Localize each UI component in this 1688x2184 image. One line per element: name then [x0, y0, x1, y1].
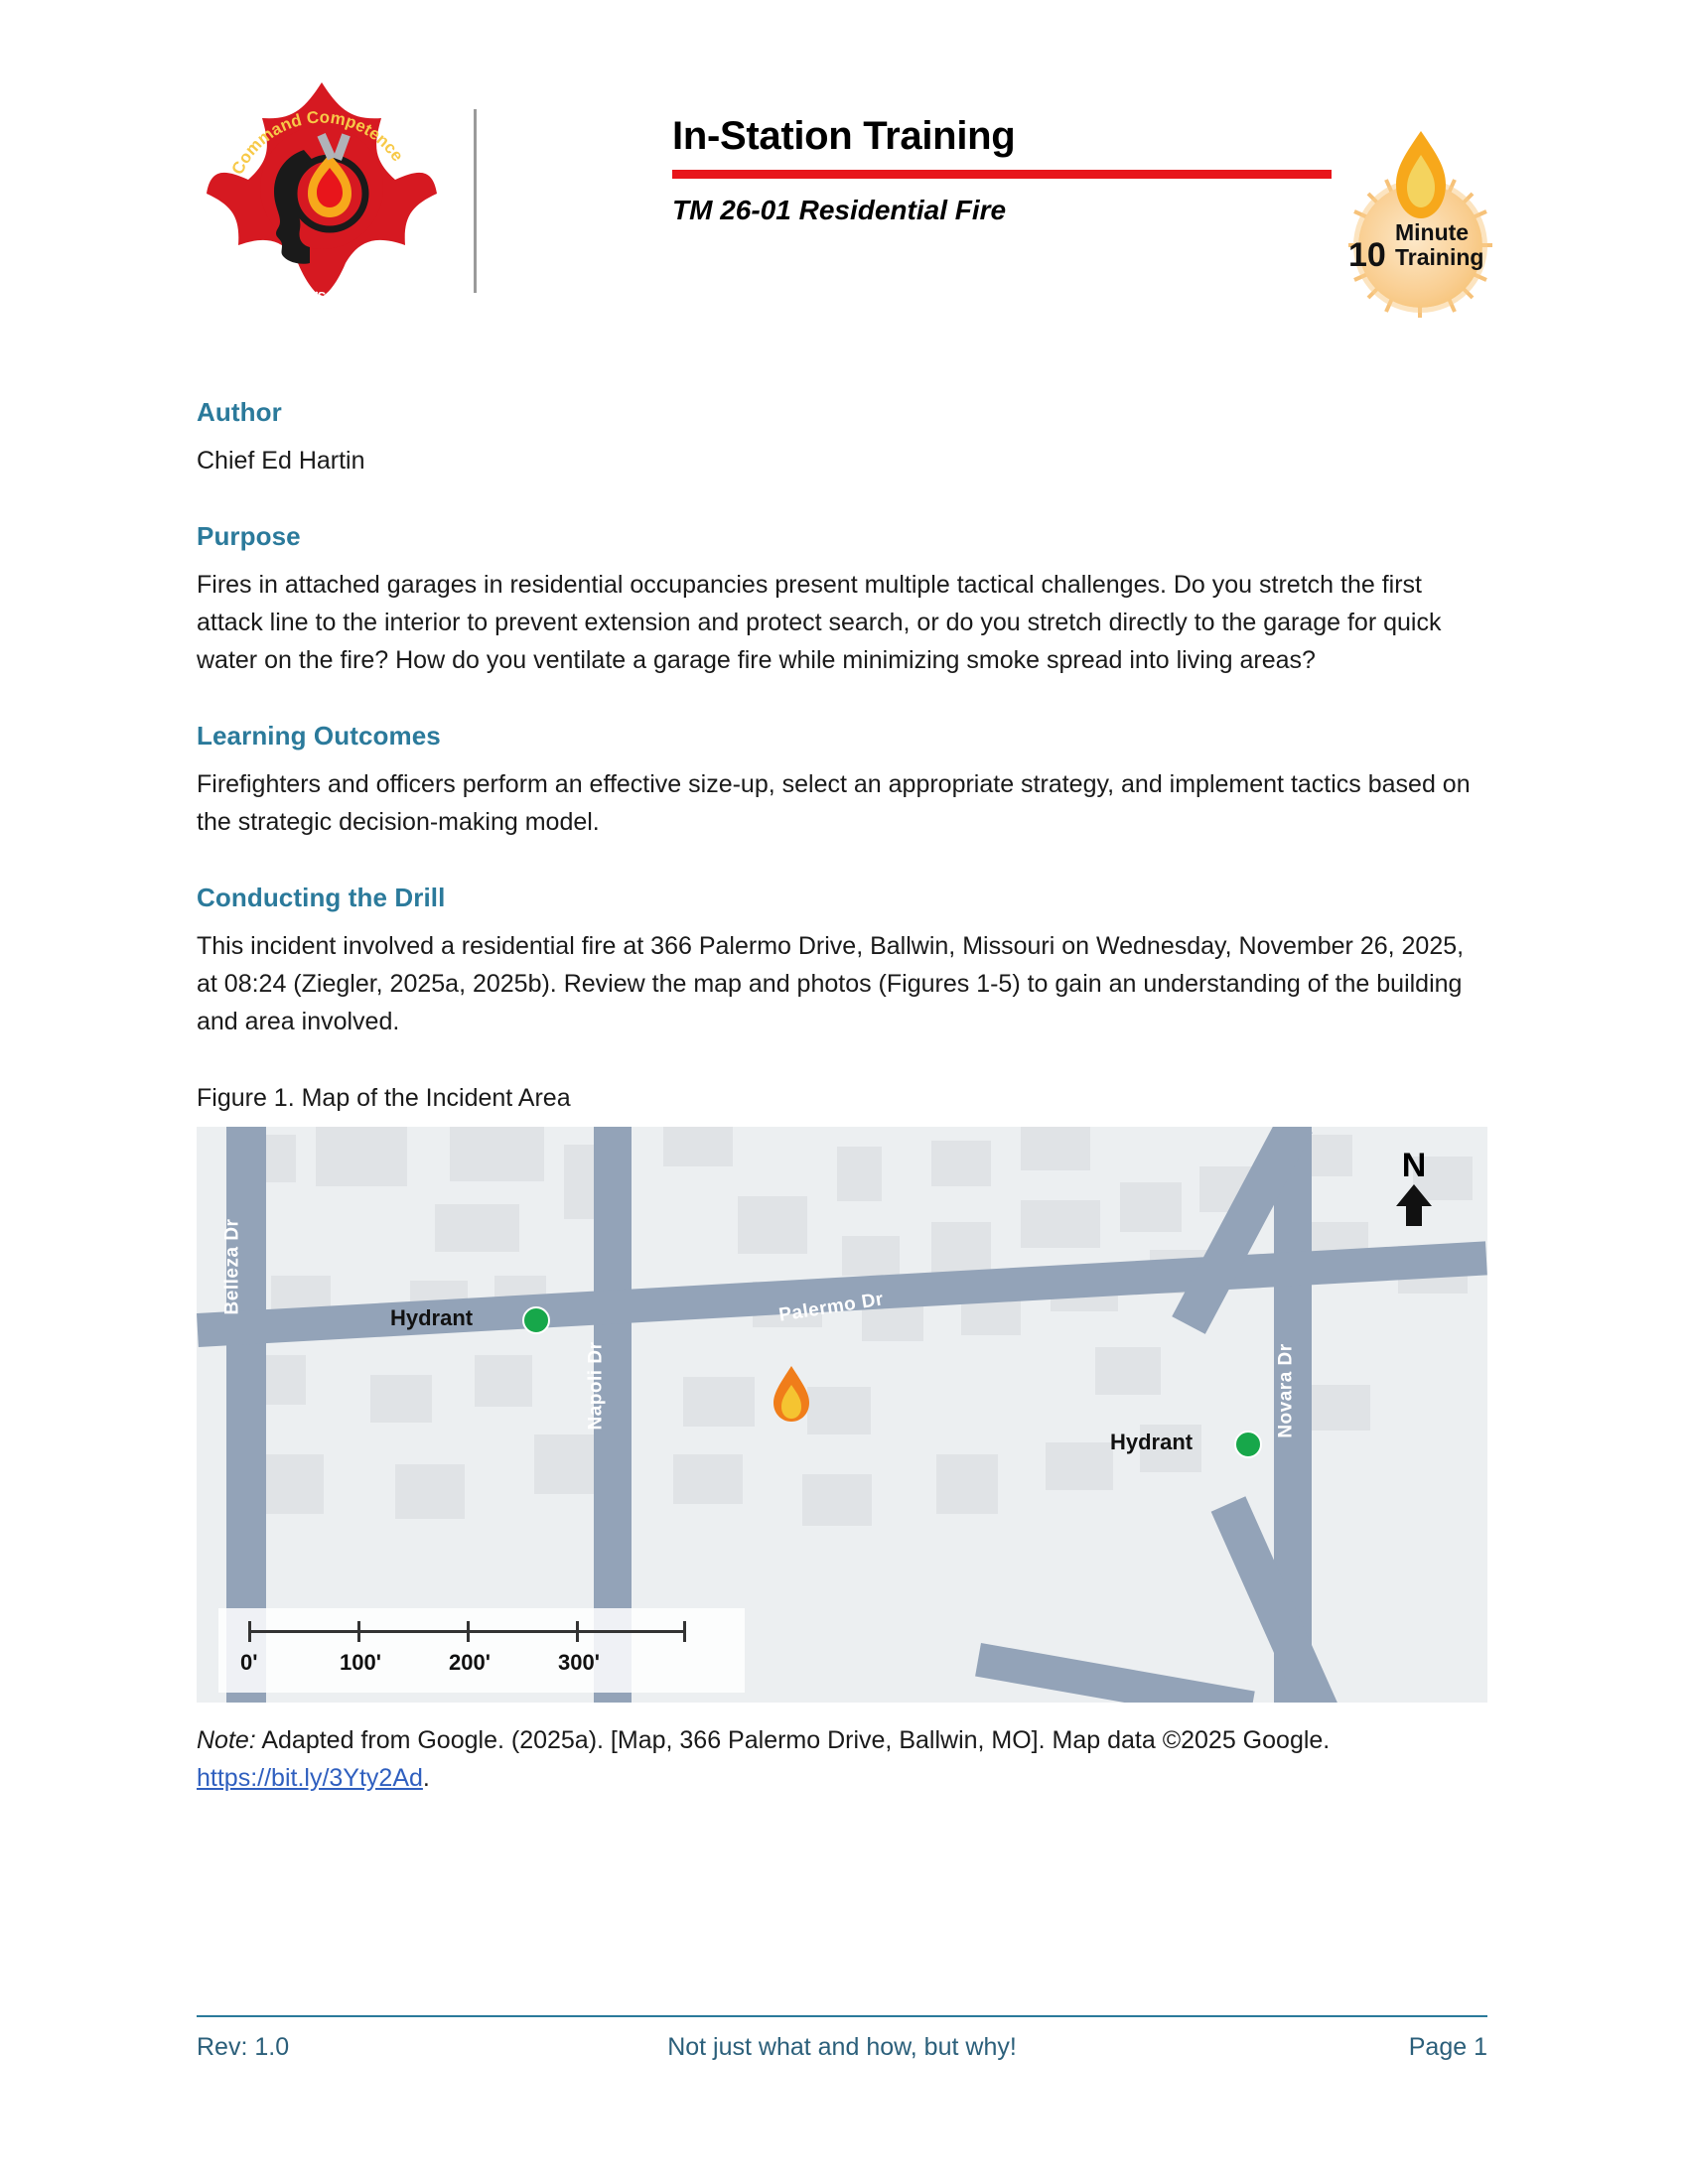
incident-area-map [197, 1127, 1487, 1703]
footer-tagline: Not just what and how, but why! [667, 2033, 1017, 2061]
building-footprint [316, 1127, 407, 1186]
badge-text [1395, 220, 1483, 270]
north-arrow-icon [1392, 1182, 1436, 1228]
building-footprint [673, 1454, 743, 1504]
document-header [189, 55, 1509, 313]
title-rule [672, 170, 1332, 179]
road-label-belleza: Belleza Dr [221, 1218, 243, 1315]
building-footprint [435, 1204, 519, 1252]
building-footprint [842, 1236, 900, 1276]
building-footprint [370, 1375, 432, 1423]
scale-tick [576, 1621, 579, 1642]
document-footer [197, 2015, 1487, 2069]
building-footprint [1046, 1442, 1113, 1490]
building-footprint [450, 1127, 544, 1181]
building-footprint [256, 1454, 324, 1514]
section-text-conducting-the-drill: This incident involved a residential fire at 366 Palermo Drive, Ballwin, Missouri on Wednesday, November 26, 2025, at 08:24 (Ziegler, 2025a, 2025b). Review the map and photos (Figures 1-5) to gain an understanding of the building and area involved. [197, 932, 1465, 1035]
badge-number: 10 [1348, 236, 1386, 274]
note-suffix: . [422, 1763, 430, 1792]
building-footprint [837, 1147, 882, 1201]
figure-caption: Figure 1. Map of the Incident Area [197, 1084, 571, 1112]
section-heading-author: Author [197, 397, 282, 427]
building-footprint [807, 1387, 871, 1434]
source-link[interactable]: https://bit.ly/3Yty2Ad [197, 1763, 423, 1792]
hydrant-marker-west [522, 1306, 550, 1334]
section-heading-purpose: Purpose [197, 521, 301, 551]
section-text-author: Chief Ed Hartin [197, 447, 365, 475]
badge-line-1: Minute [1395, 219, 1470, 245]
road-label-napoli: Napoli Dr [585, 1341, 607, 1431]
document-body [197, 397, 1487, 1797]
scale-label-300: 300' [558, 1650, 600, 1675]
cfbt-logo [189, 65, 457, 313]
figure-note [197, 1722, 1487, 1797]
north-arrow [1392, 1149, 1436, 1233]
hydrant-marker-east [1234, 1431, 1262, 1458]
road-label-palermo: Palermo Dr [777, 1289, 886, 1326]
scale-tick [357, 1621, 360, 1642]
page-subtitle: TM 26-01 Residential Fire [672, 195, 1007, 225]
footer-page-number: Page 1 [1408, 2033, 1487, 2061]
section-heading-conducting-the-drill: Conducting the Drill [197, 883, 446, 912]
scale-label-200: 200' [449, 1650, 491, 1675]
map-scale-bar [218, 1608, 745, 1693]
scale-label-0: 0' [240, 1650, 258, 1675]
building-footprint [1309, 1385, 1370, 1431]
ten-minute-training-badge [1340, 129, 1514, 318]
building-footprint [1021, 1200, 1100, 1248]
building-footprint [802, 1474, 872, 1526]
building-footprint [936, 1454, 998, 1514]
note-prefix: Note: [197, 1726, 256, 1754]
road-lower-branch [975, 1643, 1255, 1703]
building-footprint [738, 1196, 807, 1254]
page-title: In-Station Training [672, 114, 1016, 158]
building-footprint [931, 1141, 991, 1186]
fire-incident-marker-icon [771, 1365, 812, 1423]
building-footprint [683, 1377, 755, 1427]
section-text-learning-outcomes: Firefighters and officers perform an effective size-up, select an appropriate strategy, and implement tactics based on the strategic decision-making model. [197, 770, 1471, 836]
north-label: N [1401, 1147, 1427, 1184]
scale-tick [248, 1621, 251, 1642]
section-text-purpose: Fires in attached garages in residential occupancies present multiple tactical challenges. Do you stretch the first attack line to the interior to prevent extension and protect search, or do you stretch directly to the garage for quick water on the fire? How do you ventilate a garage fire while minimizing smoke spread into living areas? [197, 571, 1442, 674]
scale-tick [467, 1621, 470, 1642]
logo-top-text: Command Competence [227, 107, 408, 178]
note-text: Adapted from Google. (2025a). [Map, 366 Palermo Drive, Ballwin, MO]. Map data ©2025 Google. [255, 1726, 1331, 1754]
badge-line-2: Training [1395, 243, 1484, 270]
scale-tick [683, 1621, 686, 1642]
maltese-cross-icon [201, 76, 444, 303]
building-footprint [534, 1434, 594, 1494]
building-footprint [663, 1127, 733, 1166]
hydrant-label-west: Hydrant [390, 1305, 474, 1330]
scale-label-100: 100' [340, 1650, 381, 1675]
logo-bottom-text: CFBT-US, LLC [272, 272, 358, 303]
building-footprint [395, 1464, 465, 1519]
building-footprint [1120, 1182, 1182, 1232]
building-footprint [1095, 1347, 1161, 1395]
header-divider [474, 109, 477, 293]
building-footprint [475, 1355, 532, 1407]
road-label-novara: Novara Dr [1275, 1343, 1297, 1438]
header-title-block [482, 114, 1355, 226]
section-heading-learning-outcomes: Learning Outcomes [197, 721, 441, 751]
building-footprint [1021, 1127, 1090, 1170]
footer-divider [197, 2015, 1487, 2017]
flame-icon [1392, 129, 1450, 220]
footer-revision: Rev: 1.0 [197, 2033, 290, 2061]
hydrant-label-east: Hydrant [1110, 1430, 1194, 1454]
